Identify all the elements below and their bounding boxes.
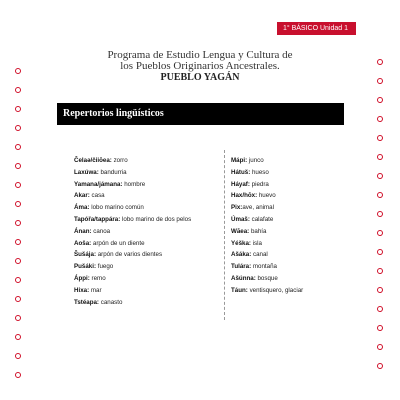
vocabulary-term: Šušája: [74,251,97,259]
vocabulary-entry [231,167,351,179]
vocabulary-meaning: ventisquero, glaciar [247,286,304,294]
vocabulary-term: Hixa: [74,286,90,294]
vocabulary-term: Ašáka: [231,251,252,259]
border-dot [15,106,21,112]
border-dot [15,277,21,283]
border-dot [377,287,383,293]
border-dot [377,230,383,236]
border-dot [15,144,21,150]
border-dot [377,268,383,274]
vocabulary-entry [74,190,219,202]
vocabulary-meaning: arpón de varios dientes [96,251,163,259]
vocabulary-entry [74,167,219,179]
vocabulary-entry [231,202,351,214]
vocabulary-term: Hátuš: [231,168,251,176]
vocabulary-term: Yamana/jámana: [74,180,123,188]
border-dot [377,249,383,255]
vocabulary-term: Hax/hōx: [231,192,258,200]
vocabulary-entry [74,285,219,297]
vocabulary-term: Wāea: [231,227,250,235]
border-dot [15,182,21,188]
vocabulary-entry [231,238,351,250]
vocabulary-entry [74,155,219,167]
vocabulary-meaning: huevo [257,192,276,200]
border-dot [377,344,383,350]
vocabulary-entry [231,273,351,285]
vocabulary-column-right [231,155,351,297]
vocabulary-meaning: fuego [96,263,114,271]
border-dot [15,201,21,207]
program-header [0,50,400,83]
border-dot [377,192,383,198]
vocabulary-entry [231,190,351,202]
border-dot [377,211,383,217]
border-dot [377,306,383,312]
vocabulary-meaning: montaña [251,263,277,271]
vocabulary-entry [74,202,219,214]
vocabulary-column-left [74,155,219,308]
border-dot [377,325,383,331]
grade-unit-badge: 1° BÁSICO Unidad 1 [277,22,356,35]
border-dot [377,97,383,103]
vocabulary-term: Pix: [231,204,243,212]
header-line-1: Programa de Estudio Lengua y Cultura de [107,49,293,61]
border-dot [15,220,21,226]
vocabulary-entry [74,179,219,191]
people-name: PUEBLO YAGÁN [160,72,240,83]
vocabulary-meaning: junco [247,157,264,164]
vocabulary-term: Yéška: [231,239,251,247]
vocabulary-meaning: canoa [91,227,111,235]
border-dot [377,116,383,122]
border-dot [377,135,383,141]
vocabulary-term: Mápi: [231,157,248,164]
border-dot [15,353,21,359]
vocabulary-meaning: canasto [99,298,123,306]
vocabulary-meaning: bandurria [98,168,127,176]
vocabulary-entry [231,179,351,191]
vocabulary-term: Akar: [74,192,90,200]
vocabulary-entry [231,214,351,226]
vocabulary-term: Háyaf: [231,180,250,188]
vocabulary-entry [231,285,351,297]
vocabulary-entry [74,249,219,261]
vocabulary-meaning: arpón de un diente [91,239,145,247]
vocabulary-term: Ašúnna: [231,274,256,282]
vocabulary-term: Čelaə/čiiōea: [74,157,112,164]
border-dot [377,363,383,369]
border-dot [15,315,21,321]
border-dot [15,239,21,245]
vocabulary-meaning: mar [89,286,102,294]
vocabulary-meaning: piedra [249,180,269,188]
border-dot [15,334,21,340]
vocabulary-meaning: casa [89,192,105,200]
vocabulary-entry [74,226,219,238]
vocabulary-entry [74,261,219,273]
vocabulary-entry [74,238,219,250]
vocabulary-term: Áppi: [74,274,90,282]
vocabulary-entry [231,155,351,167]
vocabulary-meaning: remo [89,274,106,282]
vocabulary-meaning: ave, animal [242,204,275,212]
border-dot [377,154,383,160]
vocabulary-term: Áma: [74,204,90,212]
vocabulary-entry [74,214,219,226]
border-dot [377,173,383,179]
border-dot [15,87,21,93]
vocabulary-term: Táun: [231,286,248,294]
vocabulary-meaning: zorro [111,157,128,164]
column-divider [224,150,225,320]
vocabulary-entry [74,273,219,285]
vocabulary-meaning: bosque [255,274,278,282]
vocabulary-meaning: hombre [122,180,146,188]
vocabulary-meaning: bahía [249,227,267,235]
vocabulary-meaning: lobo marino común [89,204,144,212]
vocabulary-meaning: canal [251,251,268,259]
vocabulary-term: Aoša: [74,239,92,247]
border-dot [15,125,21,131]
vocabulary-meaning: hueso [250,168,269,176]
border-dot [15,372,21,378]
vocabulary-term: Ánan: [74,227,92,235]
header-line-2: los Pueblos Originarios Ancestrales. [120,60,280,72]
vocabulary-entry [74,297,219,309]
border-dot [15,163,21,169]
border-dot [15,258,21,264]
vocabulary-entry [231,249,351,261]
vocabulary-meaning: isla [250,239,262,247]
vocabulary-entry [231,261,351,273]
vocabulary-term: Pušáki: [74,263,97,271]
vocabulary-term: Tstéapa: [74,298,99,306]
vocabulary-meaning: lobo marino de dos pelos [120,215,192,223]
vocabulary-term: Úmaš: [231,215,250,223]
vocabulary-term: Tapóřa/tappára: [74,215,121,223]
vocabulary-meaning: calafate [249,215,274,223]
vocabulary-entry [231,226,351,238]
border-dot [15,296,21,302]
section-title-bar: Repertorios lingüísticos [57,103,344,125]
vocabulary-term: Tulára: [231,263,252,271]
vocabulary-term: Laxúwa: [74,168,99,176]
